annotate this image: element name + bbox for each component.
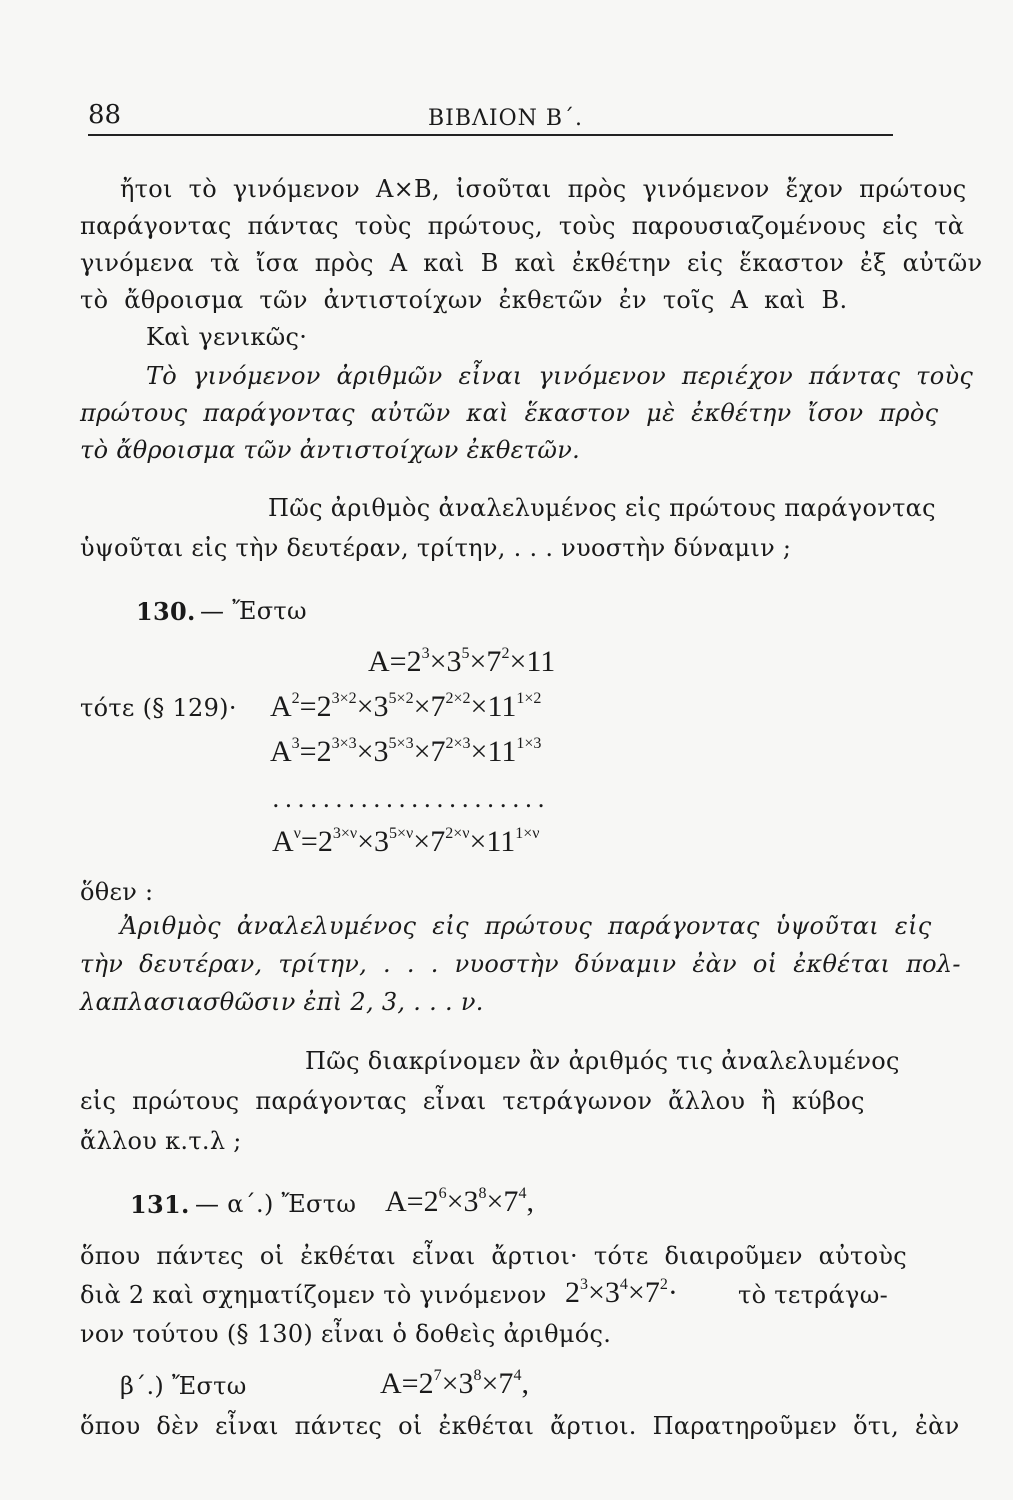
para1-line-2: παράγοντας πάντας τοὺς πρώτους, τοὺς παρουσιαζομένους εἰς τὰ	[80, 212, 965, 240]
equation-A: $A=2^3\times 3^5\times 7^2\times 11$	[368, 645, 556, 678]
conclusion130-line-3: λαπλασιασθῶσιν ἐπὶ 2, 3, . . . ν.	[80, 988, 484, 1016]
section-131-number: 131.	[130, 1190, 190, 1219]
tote-ref: τότε (§ 129)·	[80, 694, 237, 722]
section-130-number: 130.	[136, 597, 196, 626]
rule-line-3: τὸ ἄθροισμα τῶν ἀντιστοίχων ἐκθετῶν.	[80, 436, 581, 464]
section-131-part-b: β΄.) Ἔστω	[120, 1372, 247, 1400]
header-rule	[88, 134, 893, 136]
question1-line-1: Πῶς ἀριθμὸς ἀναλελυμένος εἰς πρώτους παράγοντας	[268, 494, 936, 522]
conclusion130-line-1: Ἀριθμὸς ἀναλελυμένος εἰς πρώτους παράγοντας ὑψοῦται εἰς	[120, 912, 932, 940]
para131a-line-1: ὅπου πάντες οἱ ἐκθέται εἶναι ἄρτιοι· τότε διαιροῦμεν αὐτοὺς	[80, 1242, 908, 1270]
para131b-line-1: ὅπου δὲν εἶναι πάντες οἱ ἐκθέται ἄρτιοι. Παρατηροῦμεν ὅτι, ἐὰν	[80, 1412, 960, 1440]
para131a-line-2a: διὰ 2 καὶ σχηματίζομεν τὸ γινόμενον	[80, 1281, 547, 1309]
equation-131a: $A=2^6\times 3^8\times 7^4$,	[385, 1185, 534, 1218]
hothen: ὅθεν :	[80, 878, 154, 906]
rule-line-2: πρώτους παράγοντας αὐτῶν καὶ ἕκαστον μὲ ἐκθέτην ἴσον πρὸς	[80, 399, 939, 427]
para1-line-3: γινόμενα τὰ ἴσα πρὸς A καὶ B καὶ ἐκθέτην εἰς ἕκαστον ἐξ αὐτῶν	[80, 249, 983, 277]
question2-line-2: εἰς πρώτους παράγοντας εἶναι τετράγωνον ἄλλου ἢ κύβος	[80, 1087, 865, 1115]
kai-genikos: Καὶ γενικῶς·	[146, 323, 308, 351]
para1-line-4: τὸ ἄθροισμα τῶν ἀντιστοίχων ἐκθετῶν ἐν τοῖς A καὶ B.	[80, 286, 848, 314]
equation-A-nu: $A^\nu=2^{3\times\nu}\times 3^{5\times\nu}\times 7^{2\times\nu}\times 11^{1\times\nu}$	[272, 825, 540, 858]
para131a-line-2b: τὸ τετράγω-	[738, 1281, 888, 1309]
equation-half-exponents: $2^3\times 3^4\times 7^2\cdot$	[565, 1276, 678, 1309]
question1-line-2: ὑψοῦται εἰς τὴν δευτέραν, τρίτην, . . . νυοστὴν δύναμιν ;	[80, 534, 792, 562]
conclusion130-line-2: τὴν δευτέραν, τρίτην, . . . νυοστὴν δύναμιν ἐὰν οἱ ἐκθέται πολ-	[80, 950, 961, 978]
section-131-part-a: — α΄.) Ἔστω	[195, 1190, 357, 1218]
running-title: ΒΙΒΛΙΟΝ Β΄.	[428, 106, 584, 131]
page-number: 88	[88, 100, 122, 130]
equation-A-cubed: $A^3=2^{3\times 3}\times 3^{5\times 3}\times 7^{2\times 3}\times 11^{1\times 3}$	[270, 735, 542, 768]
question2-line-1: Πῶς διακρίνομεν ἂν ἀριθμός τις ἀναλελυμένος	[305, 1047, 900, 1075]
rule-line-1: Τὸ γινόμενον ἀριθμῶν εἶναι γινόμενον περιέχον πάντας τοὺς	[146, 362, 974, 390]
equation-A-squared: $A^2=2^{3\times 2}\times 3^{5\times 2}\times 7^{2\times 2}\times 11^{1\times 2}$	[270, 690, 542, 723]
para1-line-1: ἤτοι τὸ γινόμενον A×B, ἰσοῦται πρὸς γινόμενον ἔχον πρώτους	[120, 175, 967, 203]
continuation-dots: ......................	[272, 785, 550, 813]
section-130-esto: — Ἔστω	[200, 597, 307, 625]
para131a-line-3: νον τούτου (§ 130) εἶναι ὁ δοθεὶς ἀριθμός.	[80, 1320, 612, 1348]
question2-line-3: ἄλλου κ.τ.λ ;	[80, 1127, 242, 1155]
equation-131b: $A=2^7\times 3^8\times 7^4$,	[380, 1367, 529, 1400]
